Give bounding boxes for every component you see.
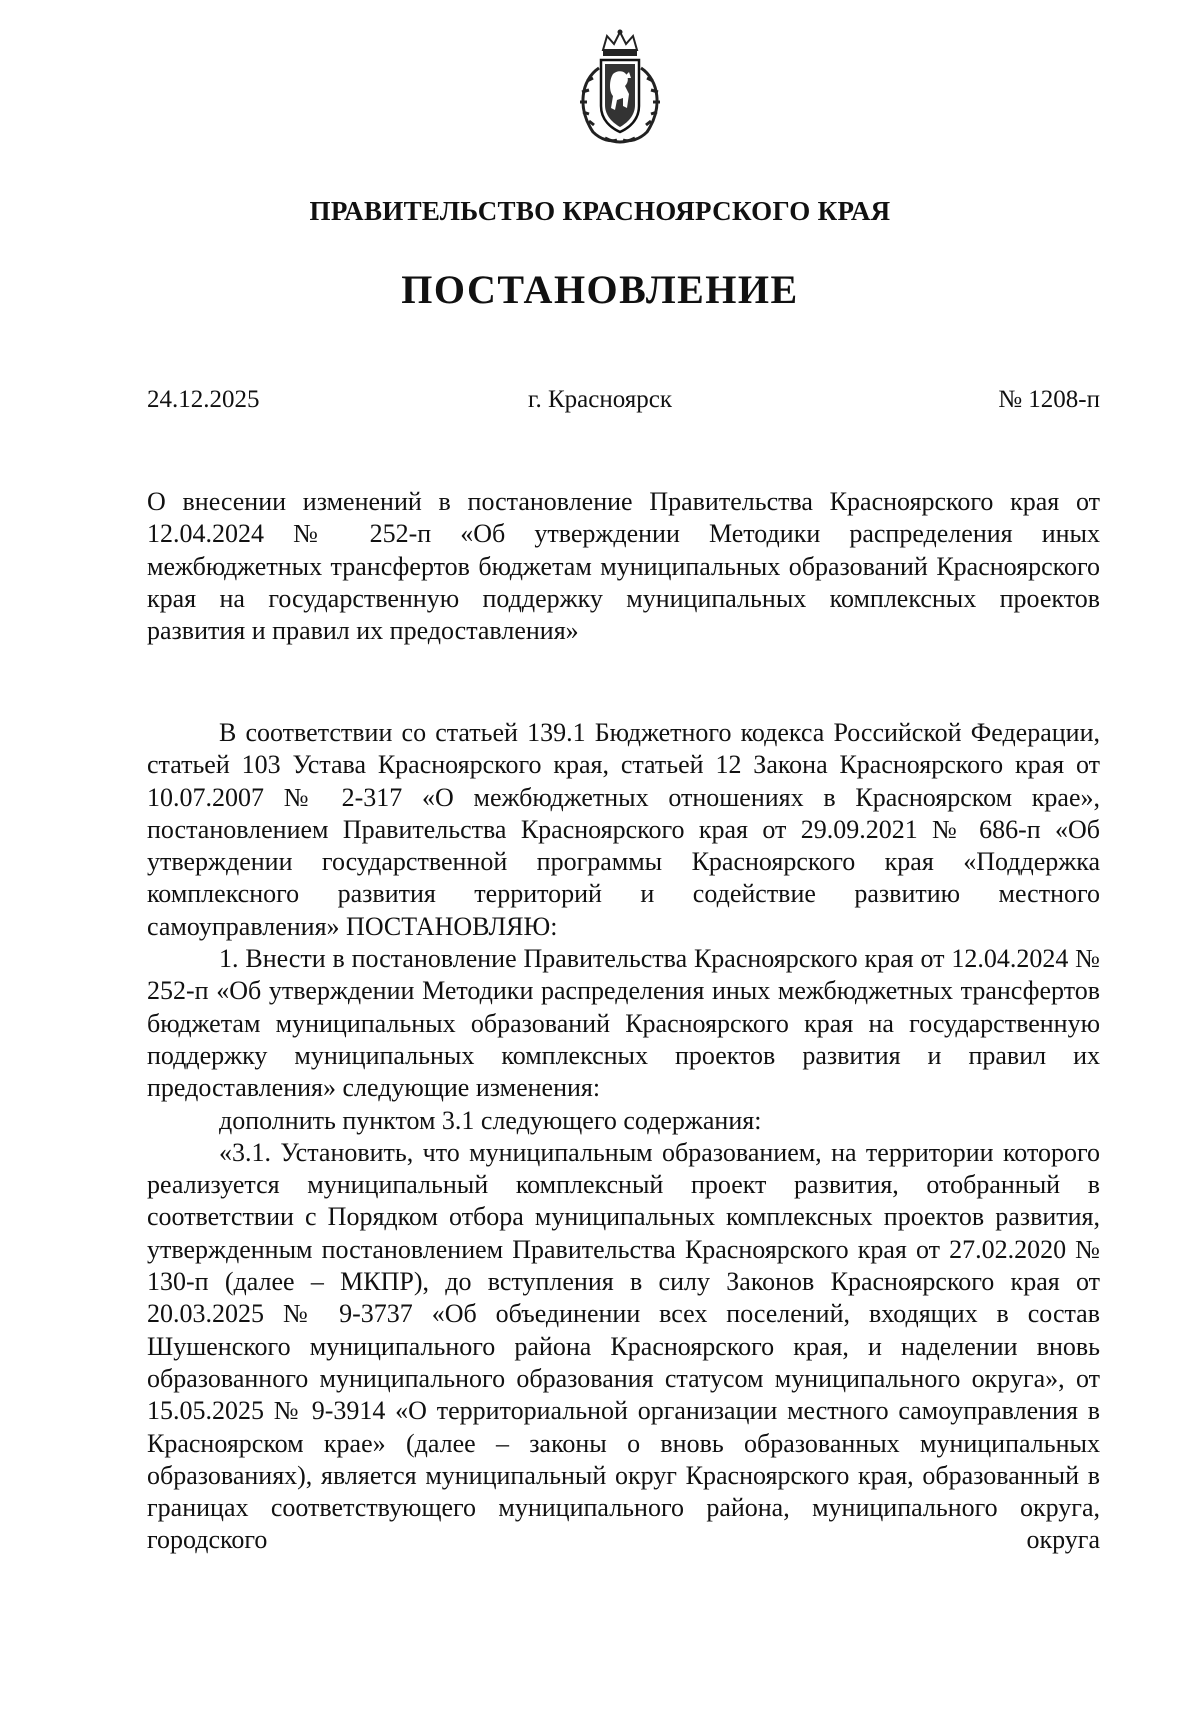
item-1-paragraph: 1. Внести в постановление Правительства Красноярского края от 12.04.2024 № 252-п «Об утверждении Методики распределения иных межбюджетных трансфертов бюджетам муниципальных образований Красноярского края на государственную поддержку муниципальных комплексных проектов развития и правил их предоставления» следующие изменения:	[147, 944, 1100, 1103]
preamble-paragraph: В соответствии со статьей 139.1 Бюджетного кодекса Российской Федерации, статьей 103 Устава Красноярского края, статьей 12 Закона Красноярского края от 10.07.2007 № 2-317 «О межбюджетных отношениях в Красноярском крае», постановлением Правительства Красноярского края от 29.09.2021 № 686-п «Об утверждении государственной программы Красноярского края «Поддержка комплексного развития территорий и содействие развитию местного самоуправления» ПОСТАНОВЛЯЮ:	[147, 718, 1100, 941]
document-subject	[147, 486, 1100, 647]
coat-of-arms-icon	[571, 28, 669, 146]
document-body	[147, 717, 1100, 1557]
document-date: 24.12.2025	[147, 386, 260, 413]
organization-name: ПРАВИТЕЛЬСТВО КРАСНОЯРСКОГО КРАЯ	[309, 196, 891, 226]
item-3-1-paragraph: «3.1. Установить, что муниципальным образованием, на территории которого реализуется муниципальный комплексный проект развития, отобранный в соответствии с Порядком отбора муниципальных комплексных проектов развития, утвержденным постановлением Правительства Красноярского края от 27.02.2020 № 130-п (далее – МКПР), до вступления в силу Законов Красноярского края от 20.03.2025 № 9-3737 «Об объединении всех поселений, входящих в состав Шушенского муниципального района Красноярского края, и наделении вновь образованного муниципального образования статусом муниципального округа», от 15.05.2025 № 9-3914 «О территориальной организации местного самоуправления в Красноярском крае» (далее – законы о вновь образованных муниципальных образованиях), является муниципальный округ Красноярского края, образованный в границах соответствующего муниципального района, муниципального округа, городского округа	[147, 1137, 1100, 1555]
item-1-intro: дополнить пунктом 3.1 следующего содержания:	[219, 1105, 762, 1135]
subject-text: О внесении изменений в постановление Правительства Красноярского края от 12.04.2024 № 252-п «Об утверждении Методики распределения иных межбюджетных трансфертов бюджетам муниципальных образований Красноярского края на государственную поддержку муниципальных комплексных проектов развития и правил их предоставления»	[147, 487, 1100, 646]
document-city: г. Красноярск	[528, 386, 672, 413]
document-number: № 1208-п	[998, 386, 1100, 413]
document-type: ПОСТАНОВЛЕНИЕ	[401, 267, 799, 312]
